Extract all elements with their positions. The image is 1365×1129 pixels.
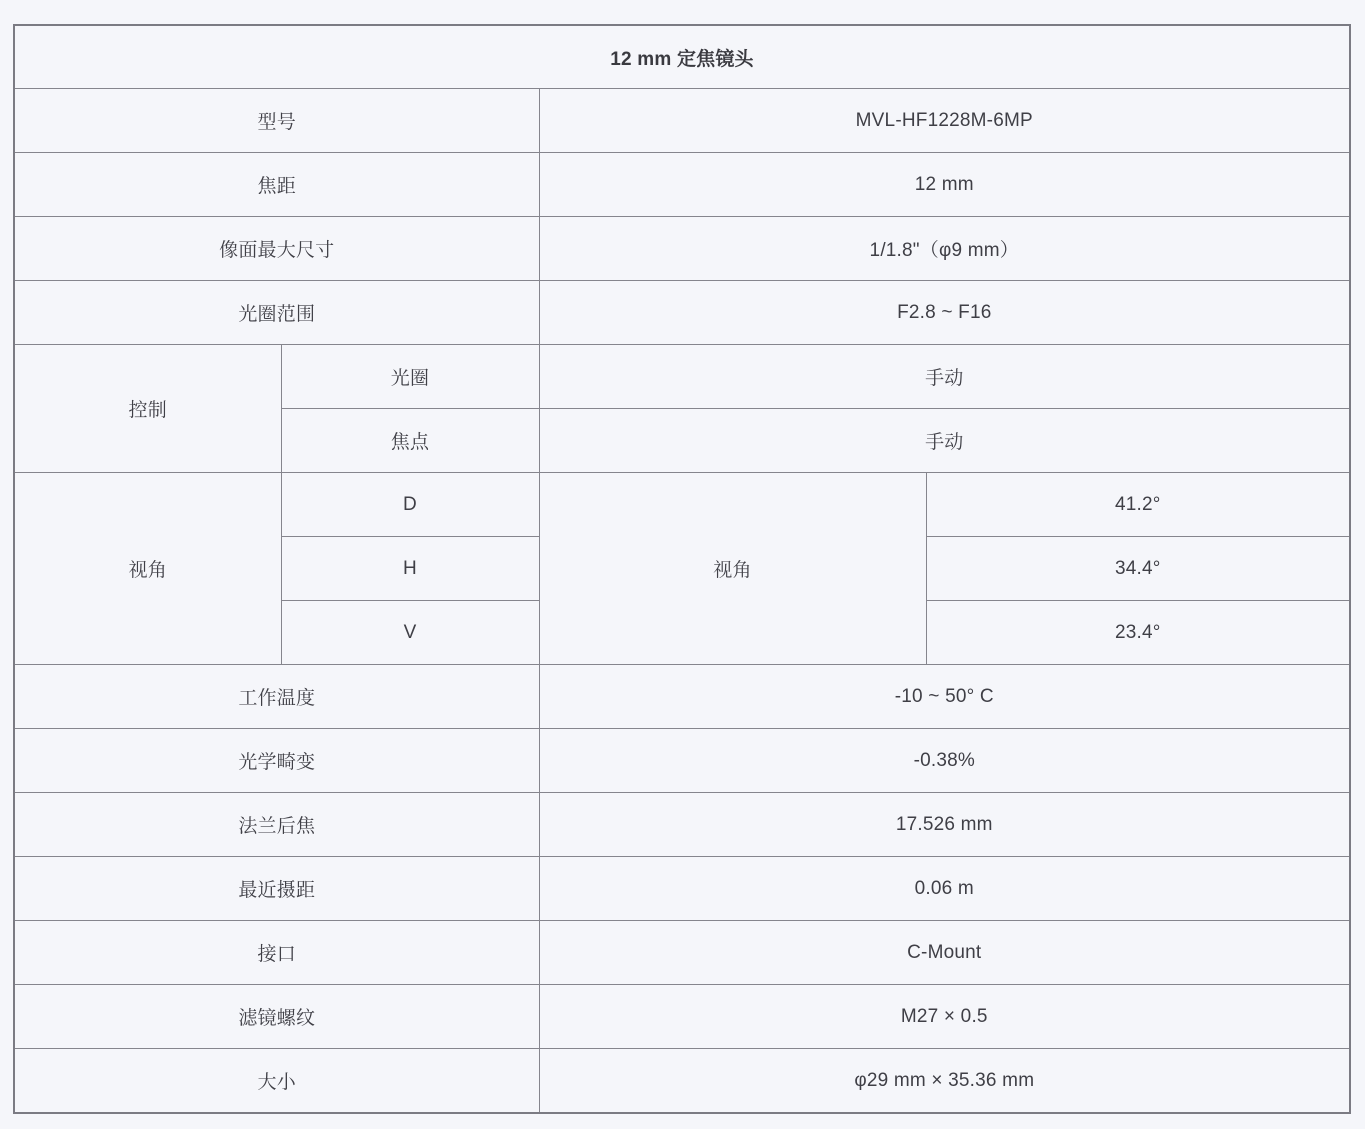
table-row-distortion (14, 729, 1350, 793)
spec-value-size: φ29 mm × 35.36 mm (539, 1049, 1350, 1114)
spec-value-mount: C-Mount (539, 921, 1350, 985)
spec-label-filter-thread: 滤镜螺纹 (14, 985, 539, 1049)
spec-value-filter-thread: M27 × 0.5 (539, 985, 1350, 1049)
spec-label-operating-temp: 工作温度 (14, 665, 539, 729)
spec-sublabel-iris: 光圈 (281, 345, 539, 409)
spec-value-distortion: -0.38% (539, 729, 1350, 793)
spec-label-distortion: 光学畸变 (14, 729, 539, 793)
table-row-control-iris (14, 345, 1350, 409)
table-row-flange-back (14, 793, 1350, 857)
group-label-control: 控制 (14, 345, 281, 473)
spec-value-focal-length: 12 mm (539, 153, 1350, 217)
table-row-max-image-size (14, 217, 1350, 281)
table-title-row (14, 25, 1350, 89)
table-row-angle-d (14, 473, 1350, 537)
spec-value-aperture-range: F2.8 ~ F16 (539, 281, 1350, 345)
spec-sublabel-h: H (281, 537, 539, 601)
spec-label-focal-length: 焦距 (14, 153, 539, 217)
spec-value-max-image-size: 1/1.8"（φ9 mm） (539, 217, 1350, 281)
spec-label-aperture-range: 光圈范围 (14, 281, 539, 345)
spec-value-angle-d: 41.2° (926, 473, 1350, 537)
spec-label-size: 大小 (14, 1049, 539, 1114)
table-title: 12 mm 定焦镜头 (14, 25, 1350, 89)
table-row-model (14, 89, 1350, 153)
spec-value-flange-back: 17.526 mm (539, 793, 1350, 857)
spec-label-max-image-size: 像面最大尺寸 (14, 217, 539, 281)
spec-value-model: MVL-HF1228M-6MP (539, 89, 1350, 153)
spec-sublabel-d: D (281, 473, 539, 537)
spec-value-angle-h: 34.4° (926, 537, 1350, 601)
table-row-mount (14, 921, 1350, 985)
table-row-filter-thread (14, 985, 1350, 1049)
spec-value-operating-temp: -10 ~ 50° C (539, 665, 1350, 729)
table-row-size (14, 1049, 1350, 1114)
angle-sub-label: 视角 (539, 473, 926, 665)
spec-label-flange-back: 法兰后焦 (14, 793, 539, 857)
lens-spec-table (13, 24, 1351, 1114)
table-row-focal-length (14, 153, 1350, 217)
spec-value-iris: 手动 (539, 345, 1350, 409)
spec-sublabel-v: V (281, 601, 539, 665)
table-row-min-distance (14, 857, 1350, 921)
spec-label-mount: 接口 (14, 921, 539, 985)
spec-value-min-distance: 0.06 m (539, 857, 1350, 921)
spec-label-min-distance: 最近摄距 (14, 857, 539, 921)
spec-sublabel-focus: 焦点 (281, 409, 539, 473)
spec-value-focus: 手动 (539, 409, 1350, 473)
spec-label-model: 型号 (14, 89, 539, 153)
table-row-operating-temp (14, 665, 1350, 729)
group-label-angle: 视角 (14, 473, 281, 665)
table-row-aperture-range (14, 281, 1350, 345)
spec-value-angle-v: 23.4° (926, 601, 1350, 665)
